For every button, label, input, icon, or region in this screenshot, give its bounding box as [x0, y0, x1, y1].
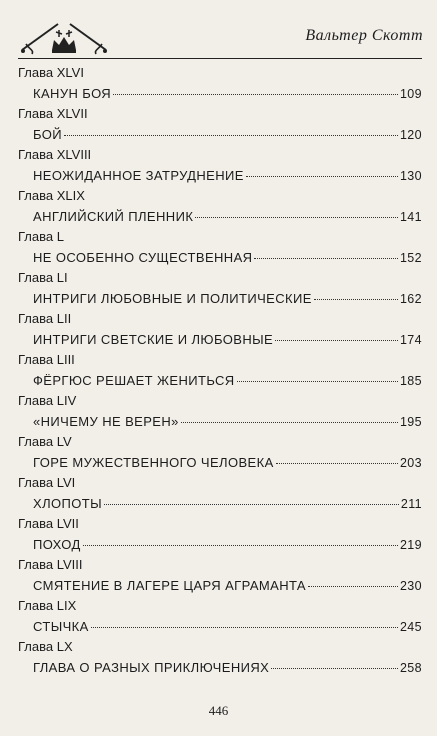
chapter-title: НЕОЖИДАННОЕ ЗАТРУДНЕНИЕ	[33, 167, 244, 183]
chapter-label: Глава L	[18, 229, 64, 244]
chapter-page-number: 141	[399, 209, 422, 224]
toc-entry	[18, 268, 422, 309]
chapter-page-number: 120	[399, 127, 422, 142]
toc-entry	[18, 350, 422, 391]
chapter-page-number: 195	[399, 414, 422, 429]
chapter-title: КАНУН БОЯ	[33, 85, 112, 101]
dot-leader	[83, 545, 398, 546]
chapter-title: ИНТРИГИ СВЕТСКИЕ И ЛЮБОВНЫЕ	[33, 331, 274, 347]
chapter-title: ИНТРИГИ ЛЮБОВНЫЕ И ПОЛИТИЧЕСКИЕ	[33, 290, 312, 306]
chapter-page-number: 185	[399, 373, 422, 388]
chapter-label: Глава LI	[18, 270, 68, 285]
chapter-page-number: 245	[399, 619, 422, 634]
chapter-title: ГОРЕ МУЖЕСТВЕННОГО ЧЕЛОВЕКА	[33, 454, 274, 470]
chapter-title-row	[18, 207, 422, 228]
chapter-title: НЕ ОСОБЕННО СУЩЕСТВЕННАЯ	[33, 249, 253, 265]
toc-entry	[18, 432, 422, 473]
chapter-label: Глава XLIX	[18, 188, 85, 203]
chapter-title: ПОХОД	[33, 536, 81, 552]
page-number: 446	[208, 703, 229, 718]
dot-leader	[308, 586, 398, 587]
toc-entry	[18, 63, 422, 104]
toc-entry	[18, 145, 422, 186]
chapter-page-number: 109	[399, 86, 422, 101]
chapter-title-row	[18, 371, 422, 392]
header-rule	[18, 58, 422, 59]
chapter-title-row	[18, 658, 422, 679]
author-name: Вальтер Скотт	[305, 27, 423, 44]
toc-entry	[18, 227, 422, 268]
toc-entry	[18, 391, 422, 432]
chapter-page-number: 219	[399, 537, 422, 552]
dot-leader	[246, 176, 398, 177]
chapter-label: Глава LII	[18, 311, 72, 326]
chapter-label: Глава LVI	[18, 475, 76, 490]
toc-entry	[18, 309, 422, 350]
chapter-label: Глава LIII	[18, 352, 75, 367]
chapter-page-number: 230	[399, 578, 422, 593]
chapter-title-row	[18, 412, 422, 433]
chapter-page-number: 211	[400, 496, 422, 511]
toc-entry	[18, 186, 422, 227]
chapter-title: СМЯТЕНИЕ В ЛАГЕРЕ ЦАРЯ АГРАМАНТА	[33, 577, 306, 593]
chapter-title: БОЙ	[33, 126, 63, 142]
dot-leader	[237, 381, 398, 382]
chapter-label: Глава LVIII	[18, 557, 83, 572]
chapter-title: АНГЛИЙСКИЙ ПЛЕННИК	[33, 208, 194, 224]
dot-leader	[104, 504, 399, 505]
toc-entry	[18, 473, 422, 514]
dot-leader	[113, 94, 398, 95]
toc-entry	[18, 596, 422, 637]
chapter-label: Глава XLVII	[18, 106, 88, 121]
chapter-page-number: 258	[399, 660, 422, 675]
chapter-label: Глава LX	[18, 639, 73, 654]
chapter-label: Глава XLVIII	[18, 147, 92, 162]
chapter-title-row	[18, 494, 422, 515]
chapter-label: Глава XLVI	[18, 65, 84, 80]
chapter-label: Глава LVII	[18, 516, 79, 531]
chapter-page-number: 174	[399, 332, 422, 347]
chapter-label: Глава LIV	[18, 393, 77, 408]
chapter-label: Глава LIX	[18, 598, 77, 613]
dot-leader	[276, 463, 398, 464]
chapter-title-row	[18, 617, 422, 638]
chapter-title-row	[18, 289, 422, 310]
toc-entry	[18, 637, 422, 678]
chapter-title-row	[18, 125, 422, 146]
table-of-contents	[18, 63, 422, 678]
dot-leader	[254, 258, 397, 259]
chapter-title-row	[18, 576, 422, 597]
dot-leader	[271, 668, 398, 669]
toc-entry	[18, 514, 422, 555]
chapter-title-row	[18, 248, 422, 269]
chapter-label: Глава LV	[18, 434, 72, 449]
chapter-title: СТЫЧКА	[33, 618, 89, 634]
chapter-title: ГЛАВА О РАЗНЫХ ПРИКЛЮЧЕНИЯХ	[33, 659, 270, 675]
running-header	[18, 20, 423, 56]
dot-leader	[275, 340, 398, 341]
dot-leader	[195, 217, 398, 218]
toc-entry	[18, 104, 422, 145]
dot-leader	[91, 627, 398, 628]
dot-leader	[314, 299, 398, 300]
chapter-title: ХЛОПОТЫ	[33, 495, 103, 511]
chapter-title-row	[18, 330, 422, 351]
chapter-page-number: 130	[399, 168, 422, 183]
chapter-page-number: 152	[399, 250, 422, 265]
chapter-title-row	[18, 535, 422, 556]
chapter-page-number: 203	[399, 455, 422, 470]
toc-entry	[18, 555, 422, 596]
chapter-title: «НИЧЕМУ НЕ ВЕРЕН»	[33, 413, 179, 429]
dot-leader	[64, 135, 398, 136]
chapter-title-row	[18, 166, 422, 187]
chapter-page-number: 162	[399, 291, 422, 306]
crossed-swords-crown-icon	[18, 20, 110, 56]
dot-leader	[181, 422, 398, 423]
chapter-title-row	[18, 453, 422, 474]
chapter-title-row	[18, 84, 422, 105]
chapter-title: ФЁРГЮС РЕШАЕТ ЖЕНИТЬСЯ	[33, 372, 235, 388]
